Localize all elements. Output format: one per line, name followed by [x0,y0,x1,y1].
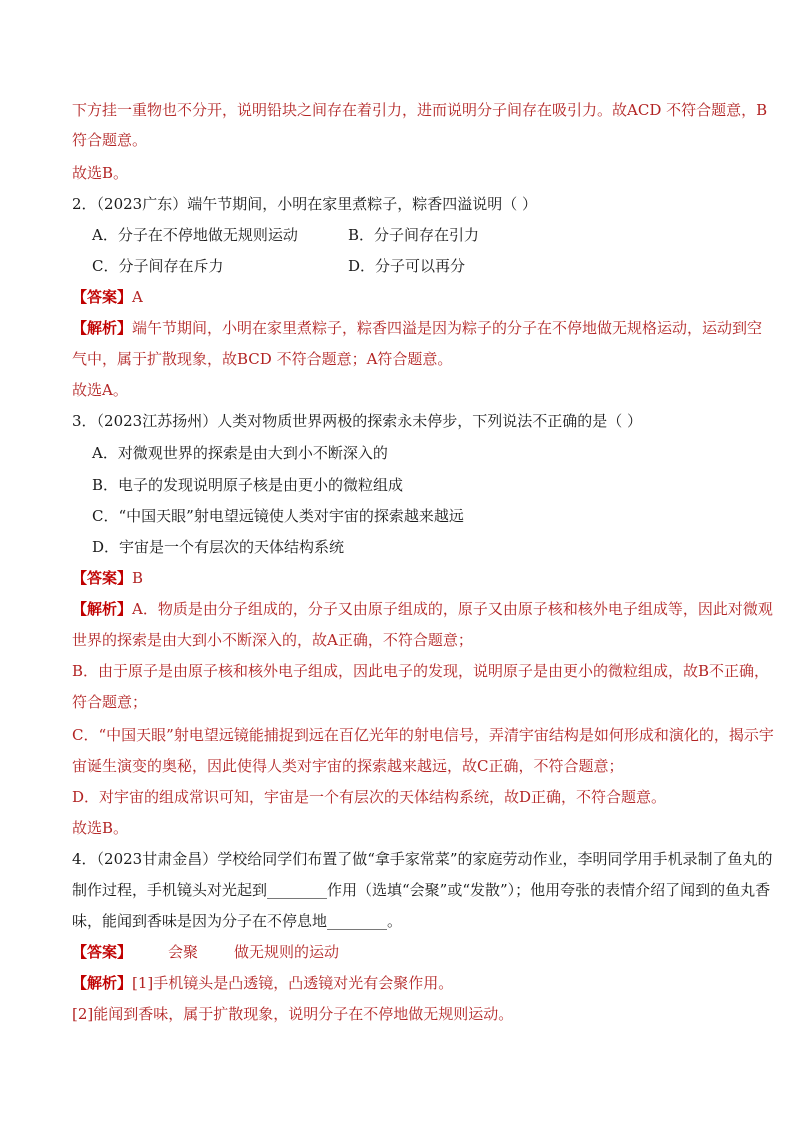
q4-stem-line-2: 制作过程，手机镜头对光起到________作用（选填“会聚”或“发散”）；他用夸张的表情介绍了闻到的鱼丸香 [72,881,771,899]
q2-option-b: B．分子间存在引力 [348,226,480,244]
q4-stem-line-1: 4．（2023甘肃金昌）学校给同学们布置了做“拿手家常菜”的家庭劳动作业，李明同学用手机录制了鱼丸的 [72,850,773,868]
q2-analysis-line-1 [72,318,762,338]
q3-stem: 3．（2023江苏扬州）人类对物质世界两极的探索永未停步，下列说法不正确的是（ ） [72,412,642,430]
q3-analysis-line-6: 宙诞生演变的奥秘，因此使得人类对宇宙的探索越来越远，故C正确，不符合题意； [72,757,624,775]
q3-analysis-line-3: B．由于原子是由原子核和核外电子组成，因此电子的发现，说明原子是由更小的微粒组成，故B不正确， [72,662,770,680]
q3-option-c: C．“中国天眼”射电望远镜使人类对宇宙的探索越来越远 [92,507,464,525]
q3-option-a: A．对微观世界的探索是由大到小不断深入的 [92,444,388,462]
q3-option-d: D．宇宙是一个有层次的天体结构系统 [92,538,345,556]
q2-option-d: D．分子可以再分 [348,257,466,275]
q3-analysis-line-5: C．“中国天眼”射电望远镜能捕捉到远在百亿光年的射电信号，弄清宇宙结构是如何形成和演化的，揭示宇 [72,726,774,744]
q2-choose: 故选A。 [72,381,128,399]
q2-stem: 2．（2023广东）端午节期间，小明在家里煮粽子，粽香四溢说明（ ） [72,195,537,213]
q4-analysis-line-1 [72,973,453,993]
prev-analysis-line-1: 下方挂一重物也不分开，说明铅块之间存在着引力，进而说明分子间存在吸引力。故ACD 不符合题意，B [72,101,768,119]
q4-answer-1: 会聚 [168,943,199,961]
q2-analysis-text-1: 端午节期间，小明在家里煮粽子，粽香四溢是因为粽子的分子在不停地做无规格运动，运动到空 [132,319,763,337]
q3-answer [72,568,143,588]
q4-analysis-line-2: [2]能闻到香味，属于扩散现象，说明分子在不停地做无规则运动。 [72,1005,514,1023]
q2-analysis-line-2: 气中，属于扩散现象，故BCD 不符合题意；A符合题意。 [72,350,453,368]
q2-analysis-tag: 【解析】 [72,319,133,337]
prev-choose: 故选B。 [72,164,129,182]
q4-answer [72,942,339,962]
q4-answer-2: 做无规则的运动 [234,943,340,961]
q3-analysis-line-2: 世界的探索是由大到小不断深入的，故A正确，不符合题意； [72,631,473,649]
q3-answer-tag: 【答案】 [72,569,133,587]
q3-analysis-line-1 [72,599,773,619]
q4-analysis-text-1: [1]手机镜头是凸透镜，凸透镜对光有会聚作用。 [132,974,454,992]
q4-answer-tag: 【答案】 [72,943,133,961]
q2-answer [72,287,143,307]
q4-analysis-tag: 【解析】 [72,974,133,992]
q3-answer-value: B [132,569,144,587]
q3-analysis-line-7: D．对宇宙的组成常识可知，宇宙是一个有层次的天体结构系统，故D正确，不符合题意。 [72,788,667,806]
q2-option-a: A．分子在不停地做无规则运动 [92,226,298,244]
q4-stem-line-3: 味，能闻到香味是因为分子在不停息地________。 [72,912,403,930]
q3-analysis-tag: 【解析】 [72,600,133,618]
q3-option-b: B．电子的发现说明原子核是由更小的微粒组成 [92,476,404,494]
prev-analysis-line-2: 符合题意。 [72,131,148,149]
q3-analysis-text-1: A．物质是由分子组成的，分子又由原子组成的，原子又由原子核和核外电子组成等，因此对微观 [132,600,773,618]
q3-analysis-line-4: 符合题意； [72,693,148,711]
q2-answer-tag: 【答案】 [72,288,133,306]
q2-option-c: C．分子间存在斥力 [92,257,224,275]
q3-choose: 故选B。 [72,819,129,837]
q2-answer-value: A [132,288,143,306]
